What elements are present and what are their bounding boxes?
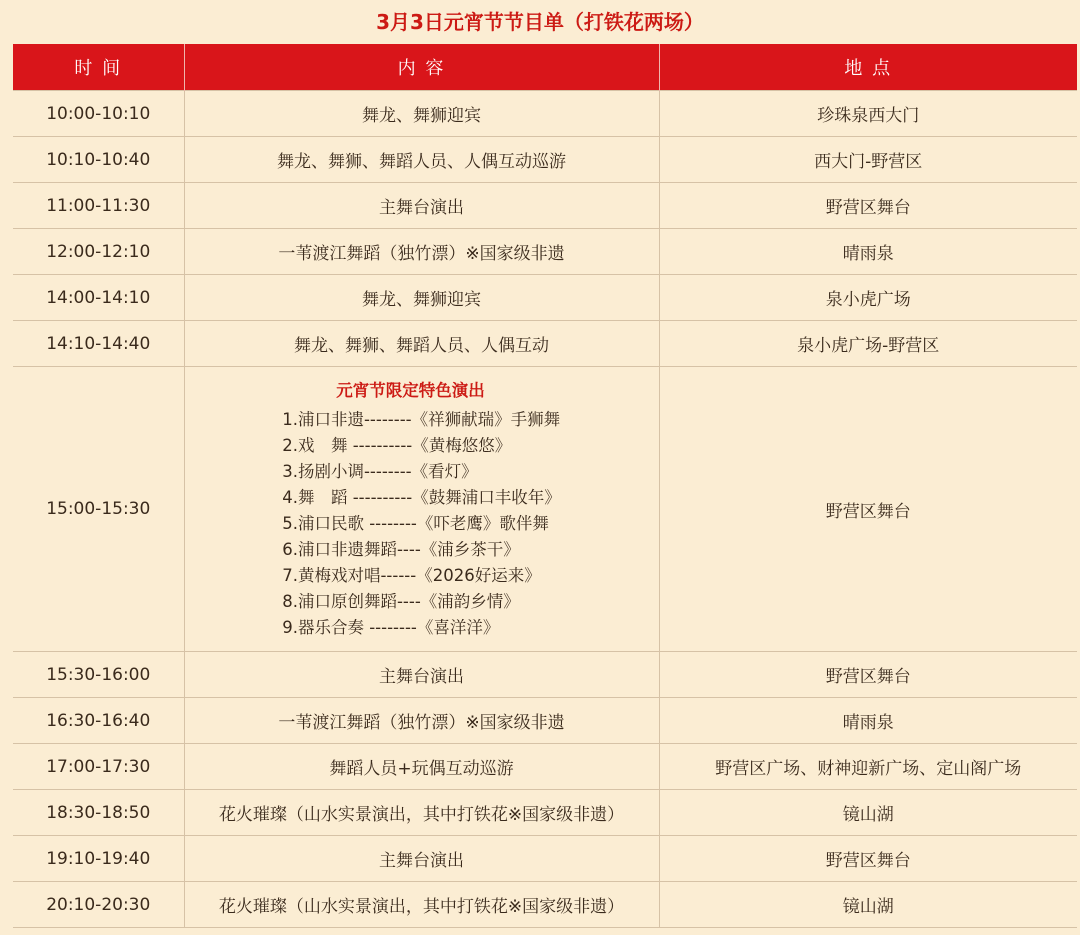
performance-item: 7.黄梅戏对唱------《2026好运来》	[282, 566, 541, 585]
performance-item: 4.舞 蹈 ----------《鼓舞浦口丰收年》	[282, 488, 561, 507]
content-cell: 舞蹈人员+玩偶互动巡游	[184, 744, 659, 790]
time-cell: 11:00-11:30	[13, 183, 184, 229]
location-cell: 野营区舞台	[659, 183, 1077, 229]
time-cell: 10:10-10:40	[13, 137, 184, 183]
table-header-row	[13, 44, 1077, 91]
content-cell: 主舞台演出	[184, 183, 659, 229]
table-row	[13, 790, 1077, 836]
time-cell: 16:30-16:40	[13, 698, 184, 744]
time-cell: 15:30-16:00	[13, 652, 184, 698]
performance-item: 9.器乐合奏 --------《喜洋洋》	[282, 618, 500, 637]
location-cell: 珍珠泉西大门	[659, 91, 1077, 137]
page-title: 3月3日元宵节节目单（打铁花两场）	[376, 10, 704, 34]
time-cell: 14:10-14:40	[13, 321, 184, 367]
location-cell: 野营区广场、财神迎新广场、定山阁广场	[659, 744, 1077, 790]
time-cell: 14:00-14:10	[13, 275, 184, 321]
content-cell: 舞龙、舞狮迎宾	[184, 275, 659, 321]
table-row	[13, 321, 1077, 367]
location-cell: 野营区舞台	[659, 652, 1077, 698]
performance-item: 1.浦口非遗--------《祥狮献瑞》手狮舞	[282, 410, 561, 429]
table-row	[13, 183, 1077, 229]
special-content-cell	[184, 367, 659, 652]
content-cell: 主舞台演出	[184, 652, 659, 698]
location-cell: 晴雨泉	[659, 229, 1077, 275]
table-row	[13, 836, 1077, 882]
header-location: 地 点	[659, 44, 1077, 91]
table-row	[13, 91, 1077, 137]
special-program-list	[282, 377, 561, 641]
table-row	[13, 882, 1077, 928]
location-cell: 西大门-野营区	[659, 137, 1077, 183]
content-cell: 一苇渡江舞蹈（独竹漂）※国家级非遗	[184, 698, 659, 744]
content-cell: 舞龙、舞狮、舞蹈人员、人偶互动	[184, 321, 659, 367]
special-performance-row	[13, 367, 1077, 652]
performance-item: 5.浦口民歌 --------《吓老鹰》歌伴舞	[282, 514, 549, 533]
table-row	[13, 229, 1077, 275]
location-cell: 镜山湖	[659, 790, 1077, 836]
special-heading: 元宵节限定特色演出	[336, 381, 485, 400]
performance-item: 6.浦口非遗舞蹈----《浦乡茶干》	[282, 540, 520, 559]
content-cell: 花火璀璨（山水实景演出，其中打铁花※国家级非遗）	[184, 790, 659, 836]
time-cell: 15:00-15:30	[13, 367, 184, 652]
content-cell: 一苇渡江舞蹈（独竹漂）※国家级非遗	[184, 229, 659, 275]
table-row	[13, 137, 1077, 183]
schedule-table	[13, 44, 1077, 928]
location-cell: 泉小虎广场	[659, 275, 1077, 321]
time-cell: 18:30-18:50	[13, 790, 184, 836]
time-cell: 12:00-12:10	[13, 229, 184, 275]
content-cell: 舞龙、舞狮迎宾	[184, 91, 659, 137]
location-cell: 镜山湖	[659, 882, 1077, 928]
header-time: 时 间	[13, 44, 184, 91]
performance-item: 8.浦口原创舞蹈----《浦韵乡情》	[282, 592, 520, 611]
table-row	[13, 652, 1077, 698]
time-cell: 19:10-19:40	[13, 836, 184, 882]
location-cell: 晴雨泉	[659, 698, 1077, 744]
location-cell: 野营区舞台	[659, 367, 1077, 652]
table-row	[13, 698, 1077, 744]
time-cell: 17:00-17:30	[13, 744, 184, 790]
content-cell: 舞龙、舞狮、舞蹈人员、人偶互动巡游	[184, 137, 659, 183]
location-cell: 野营区舞台	[659, 836, 1077, 882]
time-cell: 10:00-10:10	[13, 91, 184, 137]
table-row	[13, 744, 1077, 790]
performance-item: 2.戏 舞 ----------《黄梅悠悠》	[282, 436, 512, 455]
location-cell: 泉小虎广场-野营区	[659, 321, 1077, 367]
content-cell: 花火璀璨（山水实景演出，其中打铁花※国家级非遗）	[184, 882, 659, 928]
table-row	[13, 275, 1077, 321]
time-cell: 20:10-20:30	[13, 882, 184, 928]
header-content: 内 容	[184, 44, 659, 91]
performance-item: 3.扬剧小调--------《看灯》	[282, 462, 478, 481]
content-cell: 主舞台演出	[184, 836, 659, 882]
